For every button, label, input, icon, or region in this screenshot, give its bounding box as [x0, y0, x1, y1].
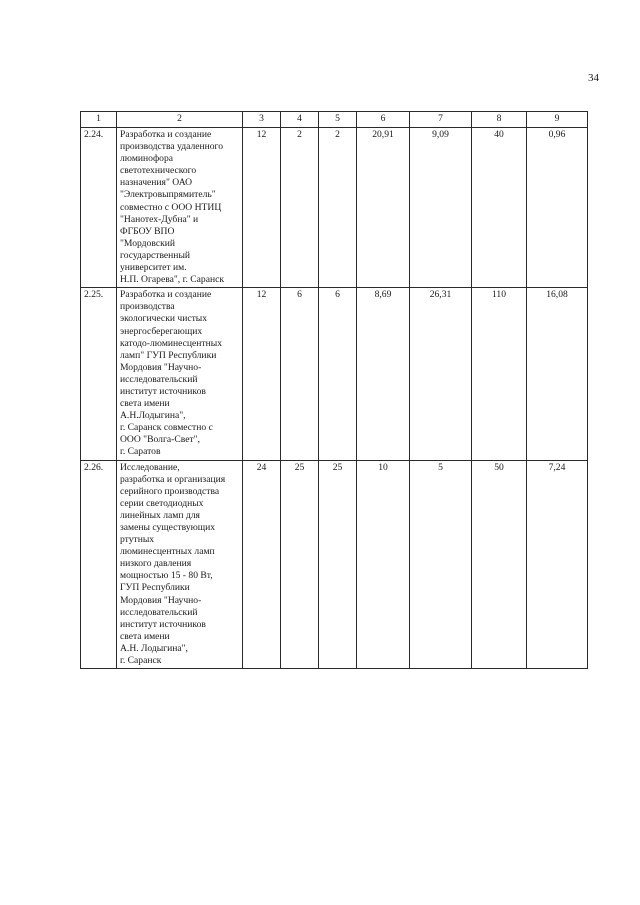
value-col-9: 0,96	[527, 128, 588, 288]
description-line: исследовательский	[120, 373, 198, 385]
description-line: Мордовия "Научно-	[120, 361, 202, 373]
description-line: Н.П. Огарева", г. Саранск	[120, 274, 225, 286]
description-line: "Нанотех-Дубна" и	[120, 213, 199, 225]
description-line: институт источников	[120, 618, 206, 630]
table-row	[81, 460, 588, 669]
page-number: 34	[588, 72, 599, 84]
value-col-6: 8,69	[357, 288, 410, 460]
description-line: замены существующих	[120, 522, 216, 533]
description-line: линейных ламп для	[120, 509, 200, 521]
description-line: "Мордовский	[120, 237, 176, 249]
description-line: Исследование,	[120, 461, 180, 473]
description-line: производства удаленного	[120, 141, 224, 153]
program-table	[80, 111, 588, 669]
header-cell-7: 7	[410, 112, 472, 128]
row-number: 2.25.	[81, 288, 117, 460]
project-description	[117, 288, 243, 460]
value-col-7: 5	[410, 460, 472, 669]
description-line: серии светодиодных	[120, 497, 204, 509]
value-col-3: 12	[243, 288, 281, 460]
description-line: мощностью 15 - 80 Вт,	[120, 570, 213, 582]
value-col-7: 26,31	[410, 288, 472, 460]
description-line: низкого давления	[120, 558, 192, 570]
description-line: Мордовия "Научно-	[120, 594, 202, 606]
value-col-6: 20,91	[357, 128, 410, 288]
value-col-3: 12	[243, 128, 281, 288]
value-col-6: 10	[357, 460, 410, 669]
description-line: назначения" ОАО	[120, 177, 193, 189]
description-line: люминофора	[120, 153, 174, 165]
header-cell-8: 8	[472, 112, 527, 128]
value-col-9: 16,08	[527, 288, 588, 460]
description-line: светотехнического	[120, 165, 197, 177]
description-line: ООО "Волга-Свет",	[120, 434, 200, 446]
header-cell-9: 9	[527, 112, 588, 128]
description-line: ФГБОУ ВПО	[120, 225, 175, 237]
description-line: совместно с ООО НТИЦ	[120, 201, 222, 213]
description-line: света имени	[120, 398, 170, 410]
description-line: "Электровыпрямитель"	[120, 189, 216, 201]
value-col-4: 6	[281, 288, 319, 460]
header-cell-3: 3	[243, 112, 281, 128]
header-row	[81, 112, 588, 128]
description-line: институт источников	[120, 385, 206, 397]
description-line: серийного производства	[120, 485, 220, 497]
project-description	[117, 128, 243, 288]
value-col-5: 25	[319, 460, 357, 669]
row-number: 2.24.	[81, 128, 117, 288]
value-col-8: 40	[472, 128, 527, 288]
value-col-5: 6	[319, 288, 357, 460]
table-row	[81, 288, 588, 460]
row-number: 2.26.	[81, 460, 117, 669]
description-line: г. Саранск совместно с	[120, 422, 213, 434]
description-line: А.Н.Лодыгина",	[120, 410, 186, 422]
description-line: университет им.	[120, 262, 187, 274]
value-col-4: 2	[281, 128, 319, 288]
value-col-3: 24	[243, 460, 281, 669]
table-row	[81, 128, 588, 288]
description-line: разработка и организация	[120, 473, 226, 485]
header-cell-6: 6	[357, 112, 410, 128]
description-line: экологически чистых	[120, 313, 208, 325]
description-line: люминесцентных ламп	[120, 546, 215, 558]
header-cell-2: 2	[117, 112, 243, 128]
description-line: ГУП Республики	[120, 582, 190, 594]
header-cell-1: 1	[81, 112, 117, 128]
value-col-7: 9,09	[410, 128, 472, 288]
value-col-8: 50	[472, 460, 527, 669]
value-col-4: 25	[281, 460, 319, 669]
project-description	[117, 460, 243, 669]
value-col-5: 2	[319, 128, 357, 288]
description-line: катодо-люминесцентных	[120, 337, 223, 349]
description-line: г. Саранск	[120, 655, 162, 667]
header-cell-5: 5	[319, 112, 357, 128]
description-line: света имени	[120, 630, 170, 642]
description-line: ртутных	[120, 534, 155, 546]
description-line: производства	[120, 301, 175, 313]
description-line: исследовательский	[120, 606, 198, 618]
description-line: государственный	[120, 249, 191, 261]
description-line: г. Саратов	[120, 446, 161, 458]
description-line: Разработка и создание	[120, 129, 212, 140]
description-line: Разработка и создание	[120, 289, 212, 301]
description-line: ламп" ГУП Республики	[120, 349, 217, 361]
value-col-9: 7,24	[527, 460, 588, 669]
value-col-8: 110	[472, 288, 527, 460]
description-line: энергосберегающих	[120, 325, 203, 337]
description-line: А.Н. Лодыгина",	[120, 642, 188, 654]
header-cell-4: 4	[281, 112, 319, 128]
